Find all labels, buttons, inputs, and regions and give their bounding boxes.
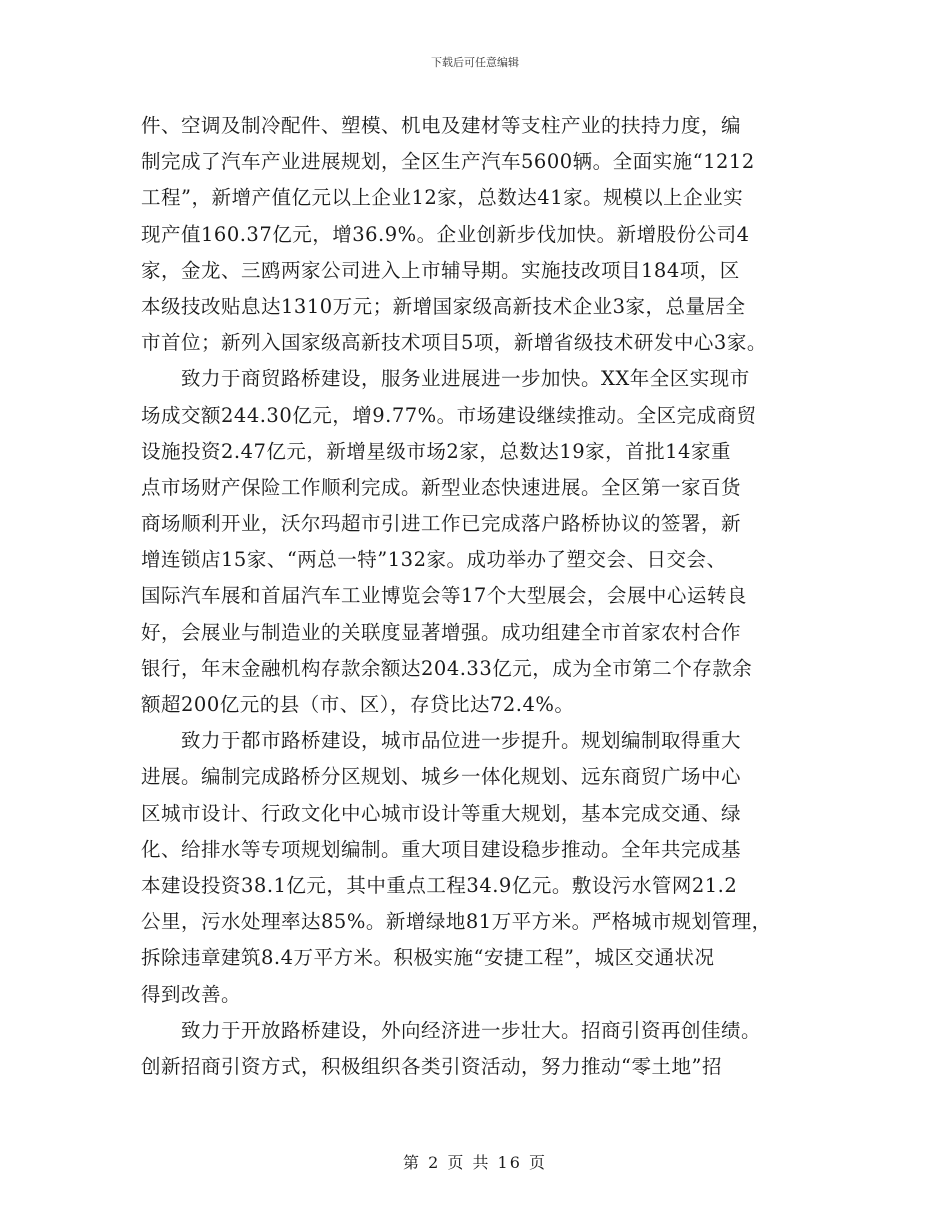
text-line: 拆除违章建筑8.4万平方米。积极实施“安捷工程”，城区交通状况 bbox=[141, 946, 715, 970]
text-line: 家，金龙、三鸥两家公司进入上市辅导期。实施技改项目184项，区 bbox=[141, 258, 740, 282]
text-line: 点市场财产保险工作顺利完成。新型业态快速进展。全区第一家百货 bbox=[141, 475, 742, 499]
text-line: 好，会展业与制造业的关联度显著增强。成功组建全市首家农村合作 bbox=[141, 620, 742, 644]
document-body bbox=[141, 108, 821, 1085]
text-line: 现产值160.37亿元，增36.9%。企业创新步伐加快。新增股份公司4 bbox=[141, 222, 750, 246]
text-line: 创新招商引资方式，积极组织各类引资活动，努力推动“零土地”招 bbox=[141, 1054, 722, 1078]
text-line: 公里，污水处理率达85%。新增绿地81万平方米。严格城市规划管理， bbox=[141, 910, 772, 934]
text-line: 化、给排水等专项规划编制。重大项目建设稳步推动。全年共完成基 bbox=[141, 837, 742, 861]
page-header: 下载后可任意编辑 bbox=[431, 56, 519, 69]
text-line: 制完成了汽车产业进展规划，全区生产汽车5600辆。全面实施“1212 bbox=[141, 150, 755, 174]
text-line: 工程”，新增产值亿元以上企业12家，总数达41家。规模以上企业实 bbox=[141, 186, 744, 210]
text-line: 本建设投资38.1亿元，其中重点工程34.9亿元。敷设污水管网21.2 bbox=[141, 873, 738, 897]
text-line: 进展。编制完成路桥分区规划、城乡一体化规划、远东商贸广场中心 bbox=[141, 765, 742, 789]
text-line: 银行，年末金融机构存款余额达204.33亿元，成为全市第二个存款余 bbox=[141, 656, 753, 680]
text-line: 区城市设计、行政文化中心城市设计等重大规划，基本完成交通、绿 bbox=[141, 801, 742, 825]
text-line: 国际汽车展和首届汽车工业博览会等17个大型展会，会展中心运转良 bbox=[141, 584, 747, 608]
text-line: 致力于开放路桥建设，外向经济进一步壮大。招商引资再创佳绩。 bbox=[141, 1018, 762, 1042]
page-footer: 第 2 页 共 16 页 bbox=[403, 1153, 547, 1172]
text-line: 增连锁店15家、“两总一特”132家。成功举办了塑交会、日交会、 bbox=[141, 548, 727, 572]
text-line: 额超200亿元的县（市、区），存贷比达72.4%。 bbox=[141, 693, 575, 716]
text-line: 商场顺利开业，沃尔玛超市引进工作已完成落户路桥协议的签署，新 bbox=[141, 512, 742, 536]
text-line: 市首位；新列入国家级高新技术项目5项，新增省级技术研发中心3家。 bbox=[141, 331, 767, 355]
text-line: 致力于都市路桥建设，城市品位进一步提升。规划编制取得重大 bbox=[141, 729, 742, 753]
text-line: 致力于商贸路桥建设，服务业进展进一步加快。XX年全区实现市 bbox=[141, 367, 750, 391]
text-line: 件、空调及制冷配件、塑模、机电及建材等支柱产业的扶持力度，编 bbox=[141, 114, 742, 137]
text-line: 设施投资2.47亿元，新增星级市场2家，总数达19家，首批14家重 bbox=[141, 439, 731, 463]
text-line: 本级技改贴息达1310万元；新增国家级高新技术企业3家，总量居全 bbox=[141, 294, 746, 318]
text-line: 场成交额244.30亿元，增9.77%。市场建设继续推动。全区完成商贸 bbox=[141, 403, 757, 427]
text-line: 得到改善。 bbox=[141, 982, 242, 1006]
